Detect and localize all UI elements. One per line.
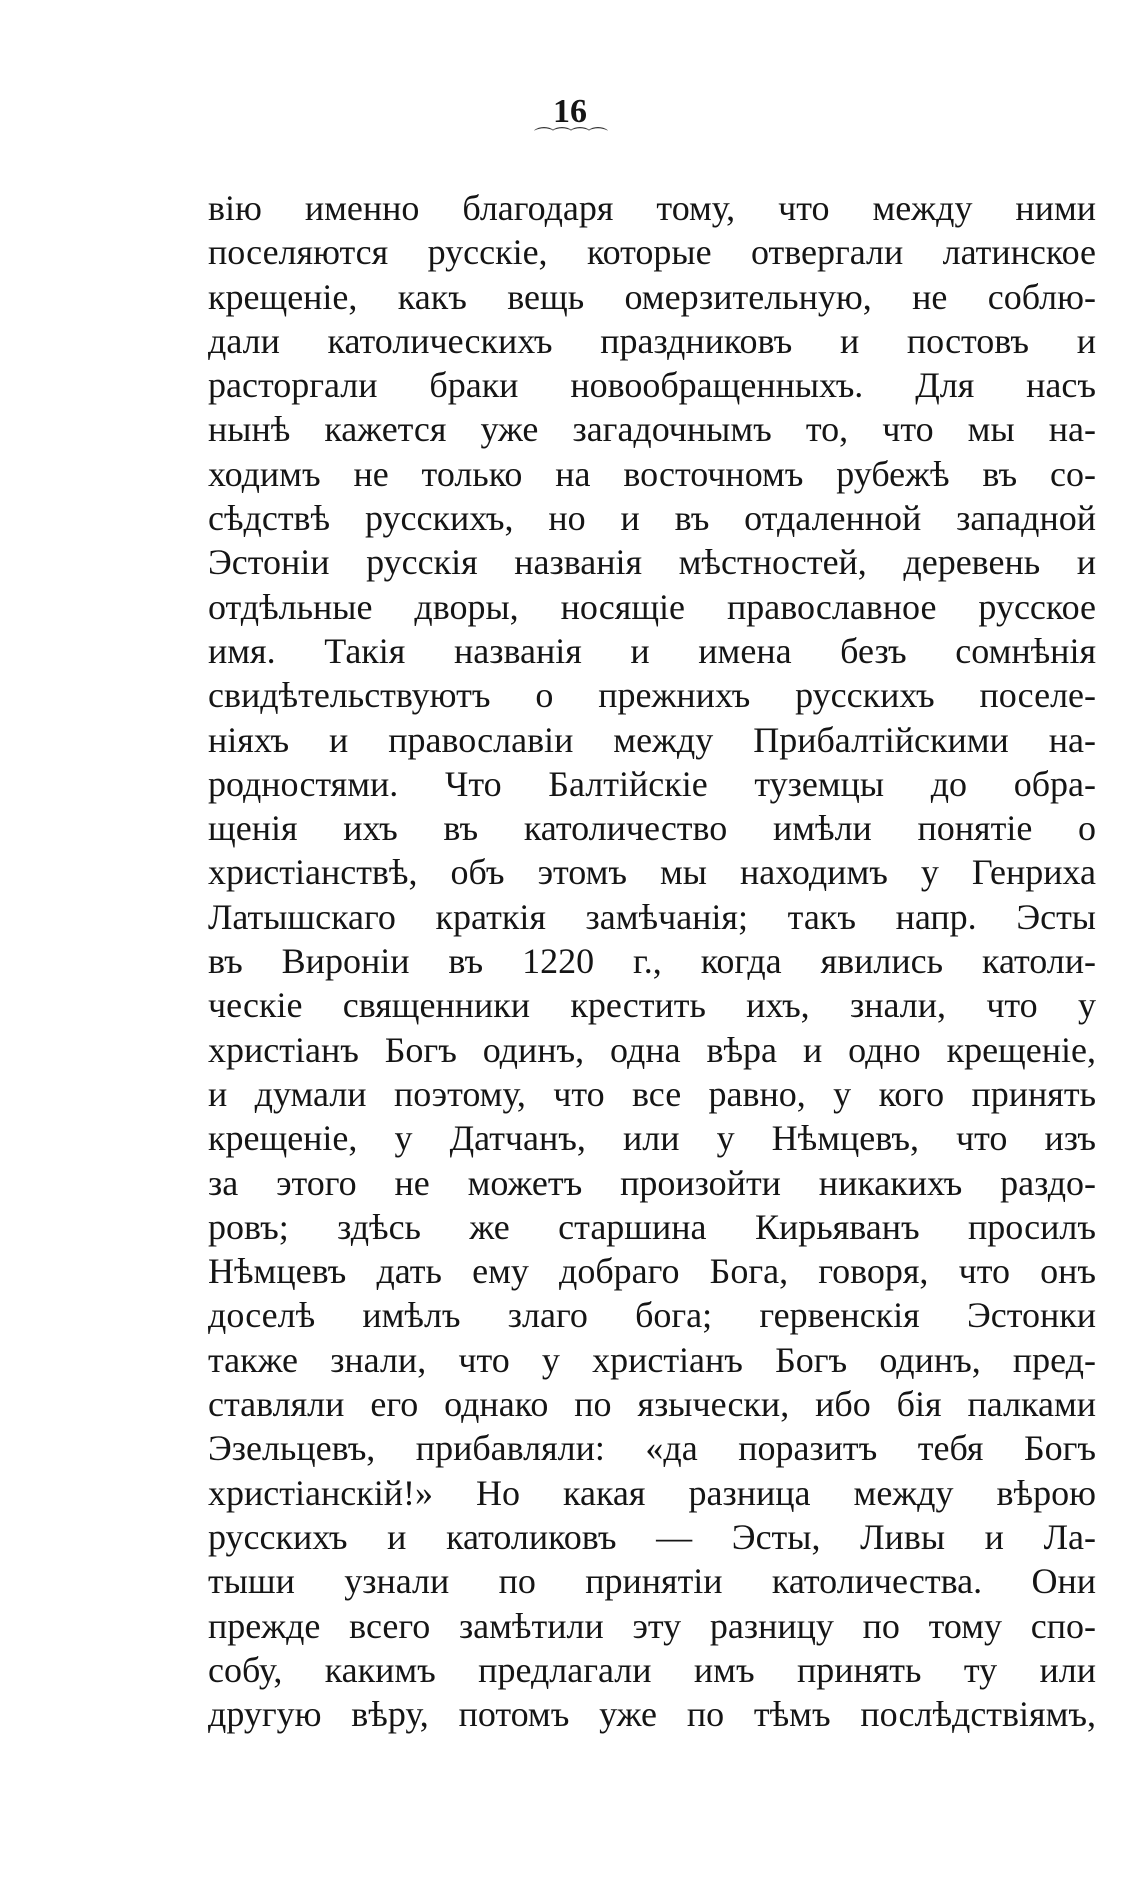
text-line: крещеніе, какъ вещь омерзительную, не соблю- [208,276,1096,317]
text-line: прежде всего замѣтили эту разницу по тому спо- [208,1605,1096,1646]
text-line: свидѣтельствуютъ о прежнихъ русскихъ поселе- [208,675,1096,716]
text-line: Эстоніи русскія названія мѣстностей, деревень и [208,542,1096,583]
text-line: нынѣ кажется уже загадочнымъ то, что мы на- [208,409,1096,450]
text-line: другую вѣру, потомъ уже по тѣмъ послѣдствіямъ, [208,1694,1096,1735]
text-line: Эзельцевъ, прибавляли: «да поразитъ тебя Богъ [208,1428,1096,1469]
text-line: ставляли его однако по язычески, ибо бія палками [208,1384,1096,1425]
text-line: въ Вироніи въ 1220 г., когда явились католи- [208,941,1096,982]
text-line: поселяются русскіе, которые отвергали латинское [208,232,1096,273]
text-line: отдѣльные дворы, носящіе православное русское [208,586,1096,627]
text-line: христіанскій!» Но какая разница между вѣрою [208,1472,1096,1513]
text-line: ровъ; здѣсь же старшина Кирьяванъ просилъ [208,1206,1096,1247]
text-line: также знали, что у христіанъ Богъ одинъ, пред- [208,1339,1096,1380]
body-text [208,186,1096,1736]
text-line: родностями. Что Балтійскіе туземцы до обра- [208,763,1096,804]
page-number: 16 [553,93,587,130]
text-line: вію именно благодаря тому, что между ними [208,188,1096,228]
text-line: христіанъ Богъ одинъ, одна вѣра и одно крещеніе, [208,1029,1096,1070]
text-line: расторгали браки новообращенныхъ. Для насъ [208,365,1096,406]
text-line: ческіе священники крестить ихъ, знали, что у [208,985,1096,1026]
text-line: и думали поэтому, что все равно, у кого принять [208,1073,1096,1114]
text-line: ніяхъ и православіи между Прибалтійскими на- [208,719,1096,760]
text-line: доселѣ имѣлъ злаго бога; гервенскія Эстонки [208,1295,1096,1336]
text-line: русскихъ и католиковъ — Эсты, Ливы и Ла- [208,1516,1096,1557]
text-line: ходимъ не только на восточномъ рубежѣ въ со- [208,453,1096,494]
text-line: христіанствѣ, объ этомъ мы находимъ у Генриха [208,852,1096,893]
text-line: Нѣмцевъ дать ему добраго Бога, говоря, что онъ [208,1251,1096,1292]
header-ornament: ⌒⌒⌒⌒ [534,127,606,149]
text-line: крещеніе, у Датчанъ, или у Нѣмцевъ, что изъ [208,1118,1096,1159]
text-line: дали католическихъ праздниковъ и постовъ и [208,320,1096,361]
text-line: за этого не можетъ произойти никакихъ раздо- [208,1162,1096,1203]
text-line: собу, какимъ предлагали имъ принять ту или [208,1649,1096,1690]
text-line: тыши узнали по принятіи католичества. Они [208,1561,1096,1602]
text-line: имя. Такія названія и имена безъ сомнѣнія [208,630,1096,671]
text-line: щенія ихъ въ католичество имѣли понятіе о [208,808,1096,849]
text-line: сѣдствѣ русскихъ, но и въ отдаленной западной [208,498,1096,539]
text-line: Латышскаго краткія замѣчанія; такъ напр. Эсты [208,896,1096,937]
